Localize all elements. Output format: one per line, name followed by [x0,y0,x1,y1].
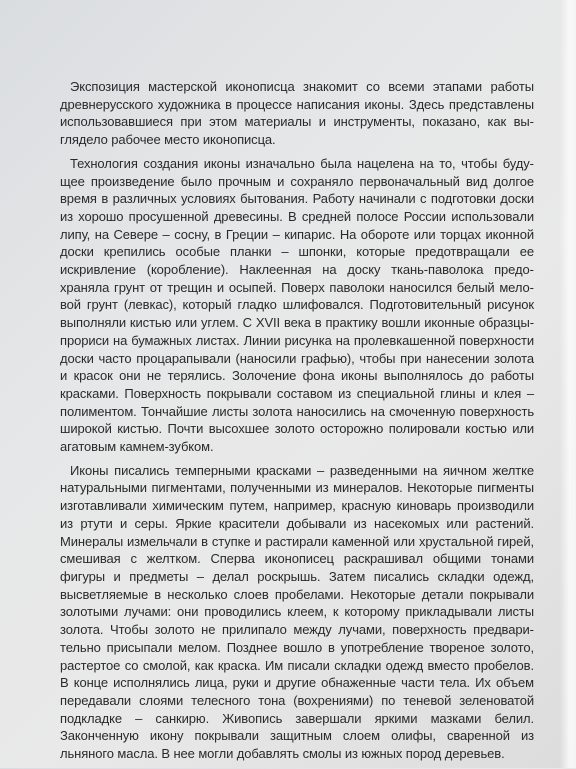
paragraph-painting: Иконы писались темперными красками – разведенными на яичном желтке натуральными пигментами, полученными из минералов. Некоторые пигменты изготавливали химическим путем, например, красную киноварь производили из ртути и серы. Яркие красители добывали из насекомых или растений. Минералы измельчали в ступке и растирали каменной или хрустальной гирей, смешивая с желтком. Сперва иконописец раскрашивал общими тонами фигуры и предметы – делал роскрышь. Затем писались складки одежд, высветляемые в несколько слоев пробелами. Некоторые детали покрывали золотыми лучами: они проводились клеем, к которому прикладывали листы золота. Чтобы золото не прилипало между лучами, поверхность предварительно присыпали мелом. Позднее вошло в употребление твореное золото, растертое со смолой, как краска. Им писали складки одежд вместо пробелов. В конце исполнялись лица, руки и другие обнаженные части тела. Их объем передавали слоями телесного тона (вохрениями) по теневой зеленоватой подкладке – санкирю. Живопись завершали яркими мазками белил. Законченную икону покрывали защитным слоем олифы, сваренной из льняного масла. В нее могли добавлять смолы из южных пород деревьев. [60,462,534,762]
body-text [60,78,534,769]
paragraph-intro: Экспозиция мастерской иконописца знакомит со всеми этапами работы древнерусского художника в процессе написания иконы. Здесь представлены использовавшиеся при этом материалы и инструменты, показано, как выглядело рабочее место иконописца. [60,79,534,148]
paragraph-preparation: Технология создания иконы изначально была нацелена на то, чтобы будущее произведение было прочным и сохраняло первоначальный вид долгое время в различных условиях бытования. Работу начинали с подготовки доски из хорошо просушенной древесины. В средней полосе России использовали липу, на Севере – сосну, в Греции – кипарис. На обороте или торцах иконной доски крепились особые планки – шпонки, которые предотвращали ее искривление (коробление). Наклеенная на доску ткань-паволока предохраняла грунт от трещин и осыпей. Поверх паволоки наносился белый меловой грунт (левкас), который гладко шлифовался. Подготовительный рисунок выполняли кистью или углем. С XVII века в практику вошли иконные образцы-прориси на бумажных листах. Линии рисунка на пролевкашенной поверхности доски часто процарапывали (наносили графью), чтобы при нанесении золота и красок они не терялись. Золочение фона иконы выполнялось до работы красками. Поверхность покрывали составом из специальной глины и клея – полиментом. Тончайшие листы золота наносились на смоченную поверхность широкой кистью. Почти высохшее золото осторожно полировали костью или агатовым камнем-зубком. [60,155,534,455]
page-edge [560,0,576,768]
